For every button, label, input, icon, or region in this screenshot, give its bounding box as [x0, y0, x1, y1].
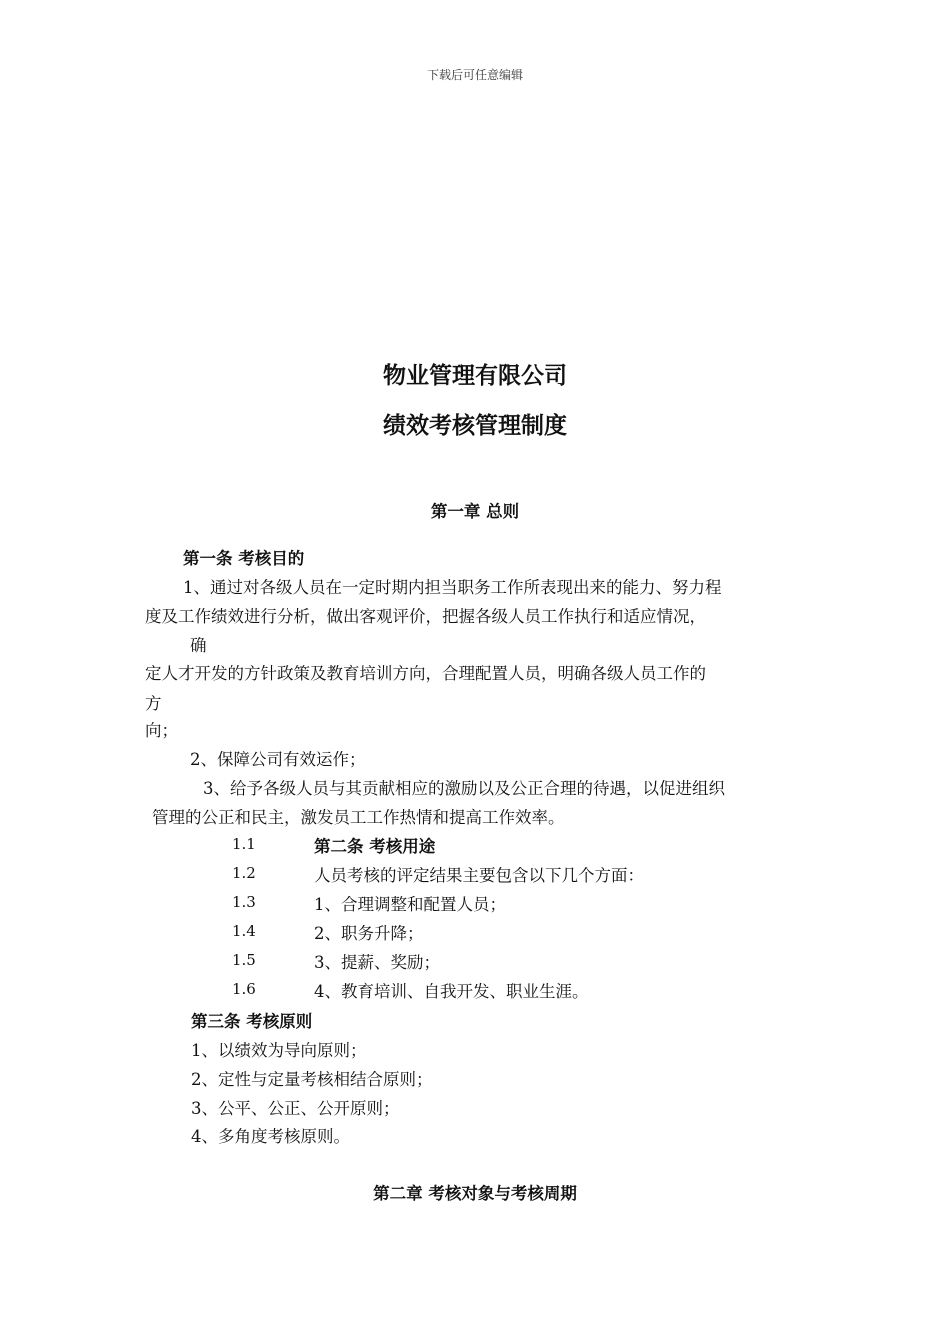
article-3-heading: 第三条 考核原则	[191, 1012, 313, 1031]
article-1-line: 3、给予各级人员与其贡献相应的激励以及公正合理的待遇，以促进组织	[203, 779, 725, 798]
list-item: 2、定性与定量考核相结合原则；	[191, 1070, 433, 1089]
document-title-policy: 绩效考核管理制度	[383, 413, 567, 439]
list-item: 3、提薪、奖励；	[314, 953, 440, 972]
page-header: 下载后可任意编辑	[426, 68, 523, 82]
document-title-company: 物业管理有限公司	[383, 363, 567, 389]
list-number: 1.6	[232, 980, 256, 998]
list-item: 4、多角度考核原则。	[191, 1127, 350, 1146]
list-item: 1、以绩效为导向原则；	[191, 1041, 367, 1060]
article-1-line: 度及工作绩效进行分析，做出客观评价，把握各级人员工作执行和适应情况，	[145, 607, 706, 626]
list-number: 1.4	[232, 922, 256, 940]
article-1-line: 管理的公正和民主，激发员工工作热情和提高工作效率。	[152, 808, 565, 827]
article-1-line: 2、保障公司有效运作；	[190, 750, 366, 769]
list-item: 1、合理调整和配置人员；	[314, 895, 506, 914]
article-1-line: 1、通过对各级人员在一定时期内担当职务工作所表现出来的能力、努力程	[183, 578, 722, 597]
list-item: 人员考核的评定结果主要包含以下几个方面：	[314, 866, 644, 885]
chapter-2-heading: 第二章 考核对象与考核周期	[373, 1184, 577, 1203]
list-number: 1.2	[232, 864, 256, 882]
article-1-line: 确	[190, 636, 207, 655]
list-item: 3、公平、公正、公开原则；	[191, 1099, 400, 1118]
chapter-1-heading: 第一章 总则	[430, 502, 520, 521]
article-1-line: 方	[145, 694, 162, 713]
list-item: 2、职务升降；	[314, 924, 424, 943]
list-item: 4、教育培训、自我开发、职业生涯。	[314, 982, 589, 1001]
list-number: 1.1	[232, 835, 256, 853]
list-number: 1.5	[232, 951, 256, 969]
article-2-heading: 第二条 考核用途	[314, 837, 436, 856]
article-1-line: 定人才开发的方针政策及教育培训方向，合理配置人员，明确各级人员工作的	[145, 664, 706, 683]
article-1-heading: 第一条 考核目的	[183, 549, 305, 568]
list-number: 1.3	[232, 893, 256, 911]
article-1-line: 向；	[145, 721, 178, 740]
